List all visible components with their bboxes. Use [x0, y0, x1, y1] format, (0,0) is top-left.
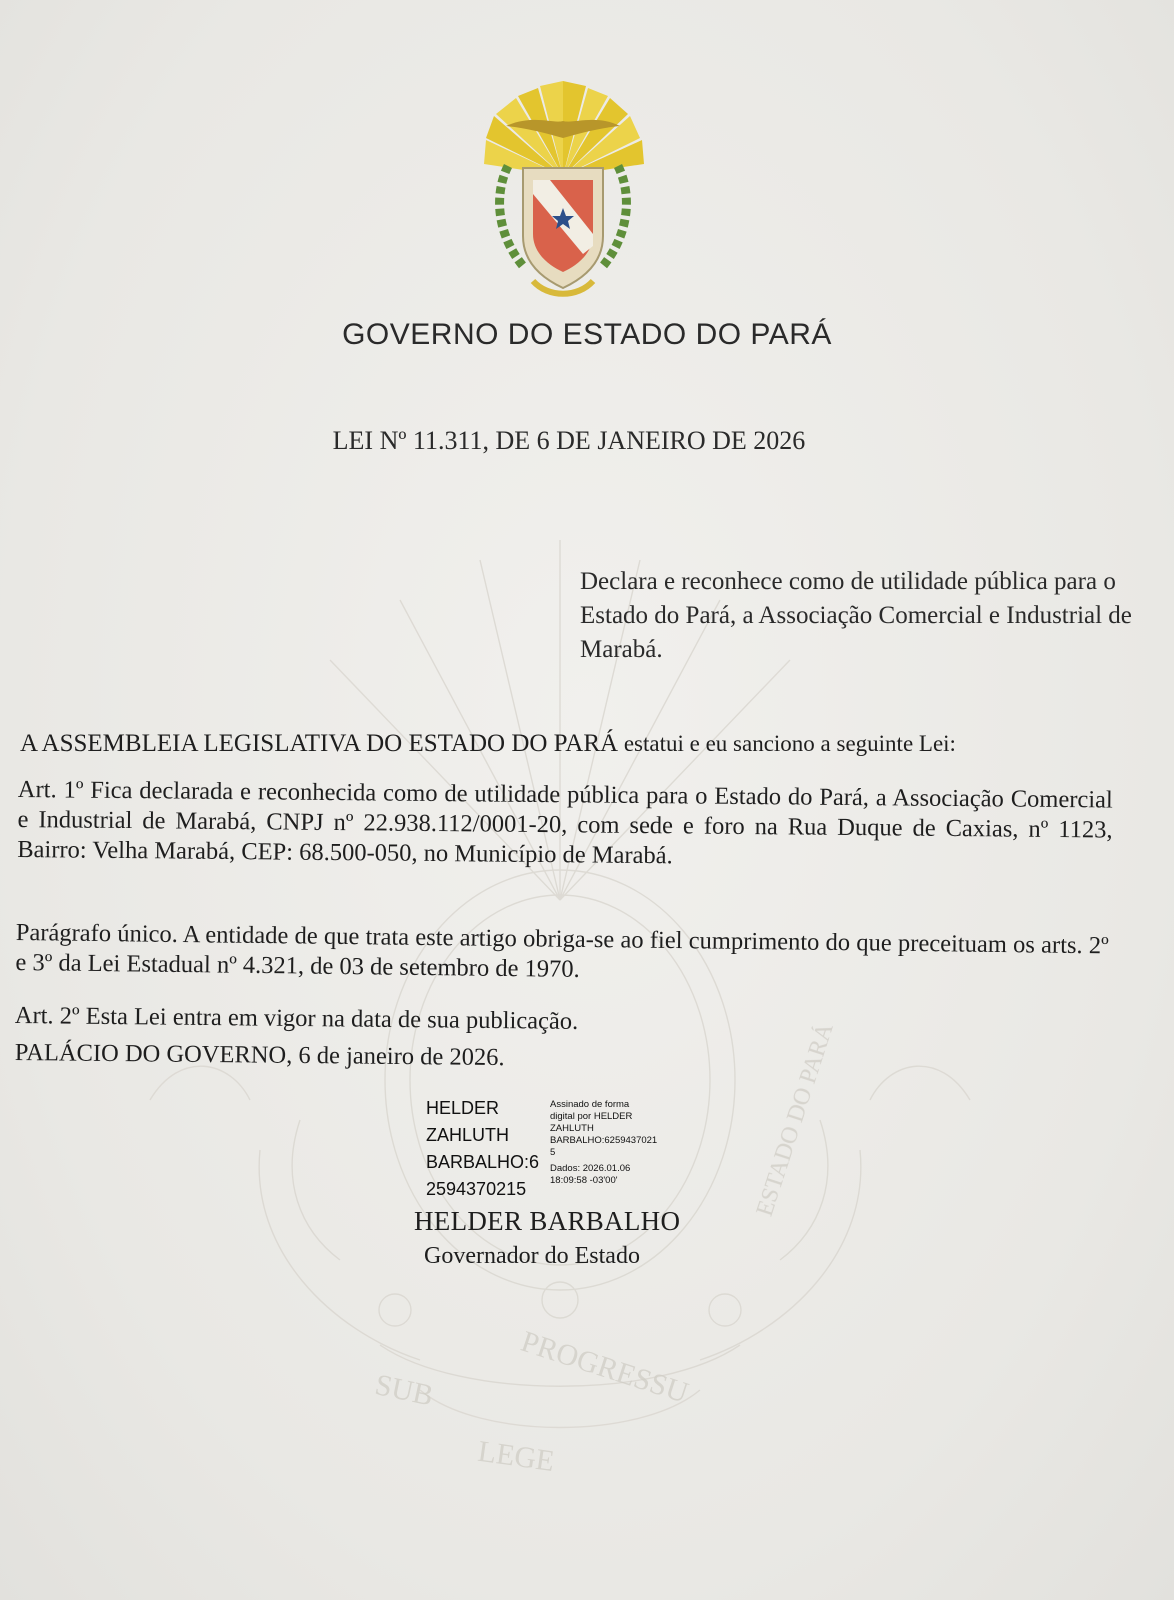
signature-meta-line: Dados: 2026.01.06 — [550, 1163, 631, 1174]
signer-role: Governador do Estado — [424, 1243, 640, 1269]
signature-meta-line: ZAHLUTH — [550, 1123, 594, 1134]
crest-left-branch — [500, 166, 523, 266]
signature-metadata — [550, 1099, 680, 1187]
para-coat-of-arms-icon — [478, 76, 648, 306]
crest-right-branch — [603, 166, 626, 266]
article-1: Art. 1º Fica declarada e reconhecida como de utilidade pública para o Estado do Pará, a Associação Comercial e Industrial de Marabá, CNPJ nº 22.938.112/0001-20, com sede e foro na Rua Duque de Caxias, nº 1123, Bairro: Velha Marabá, CEP: 68.500-050, no Município de Marabá. — [17, 775, 1113, 870]
signer-name: HELDER BARBALHO — [414, 1206, 681, 1236]
signature-name-lines — [426, 1095, 544, 1203]
signature-meta-line: digital por HELDER — [550, 1111, 633, 1122]
signature-meta-line: Assinado de forma — [550, 1099, 630, 1110]
place-and-date: PALÁCIO DO GOVERNO, 6 de janeiro de 2026. — [14, 1039, 505, 1072]
signature-meta-line: BARBALHO:6259437021 — [550, 1135, 658, 1146]
article-2: Art. 2º Esta Lei entra em vigor na data de sua publicação. — [14, 1002, 579, 1035]
signature-meta-line: 18:09:58 -03'00' — [550, 1175, 618, 1186]
signature-meta-line: 5 — [550, 1147, 556, 1158]
law-summary: Declara e reconhece como de utilidade pública para o Estado do Pará, a Associação Comercial e Industrial de Marabá. — [580, 568, 1132, 663]
signature-name-line: BARBALHO:6 — [426, 1152, 540, 1172]
law-title: LEI Nº 11.311, DE 6 DE JANEIRO DE 2026 — [332, 426, 806, 455]
watermark-side-text: ESTADO DO PARÁ — [751, 1019, 839, 1220]
enacting-clause — [20, 730, 1140, 758]
single-paragraph: Parágrafo único. A entidade de que trata este artigo obriga-se ao fiel cumprimento do que preceituam os arts. 2º e 3º da Lei Estadual nº 4.321, de 03 de setembro de 1970. — [15, 918, 1109, 983]
enacting-clause-rest: estatui e eu sanciono a seguinte Lei: — [618, 731, 956, 756]
enacting-clause-caps: A ASSEMBLEIA LEGISLATIVA DO ESTADO DO PARÁ — [20, 730, 619, 757]
watermark-motto-center: PROGRESSU — [517, 1324, 693, 1410]
government-header: GOVERNO DO ESTADO DO PARÁ — [342, 318, 832, 351]
digital-signature-stamp — [426, 1095, 676, 1205]
watermark-motto-bottom: LEGE — [475, 1434, 557, 1479]
signature-name-line: ZAHLUTH — [426, 1125, 510, 1145]
watermark-motto-left: SUB — [372, 1368, 437, 1413]
signature-name-line: HELDER — [426, 1098, 500, 1118]
signature-name-line: 2594370215 — [426, 1179, 527, 1199]
